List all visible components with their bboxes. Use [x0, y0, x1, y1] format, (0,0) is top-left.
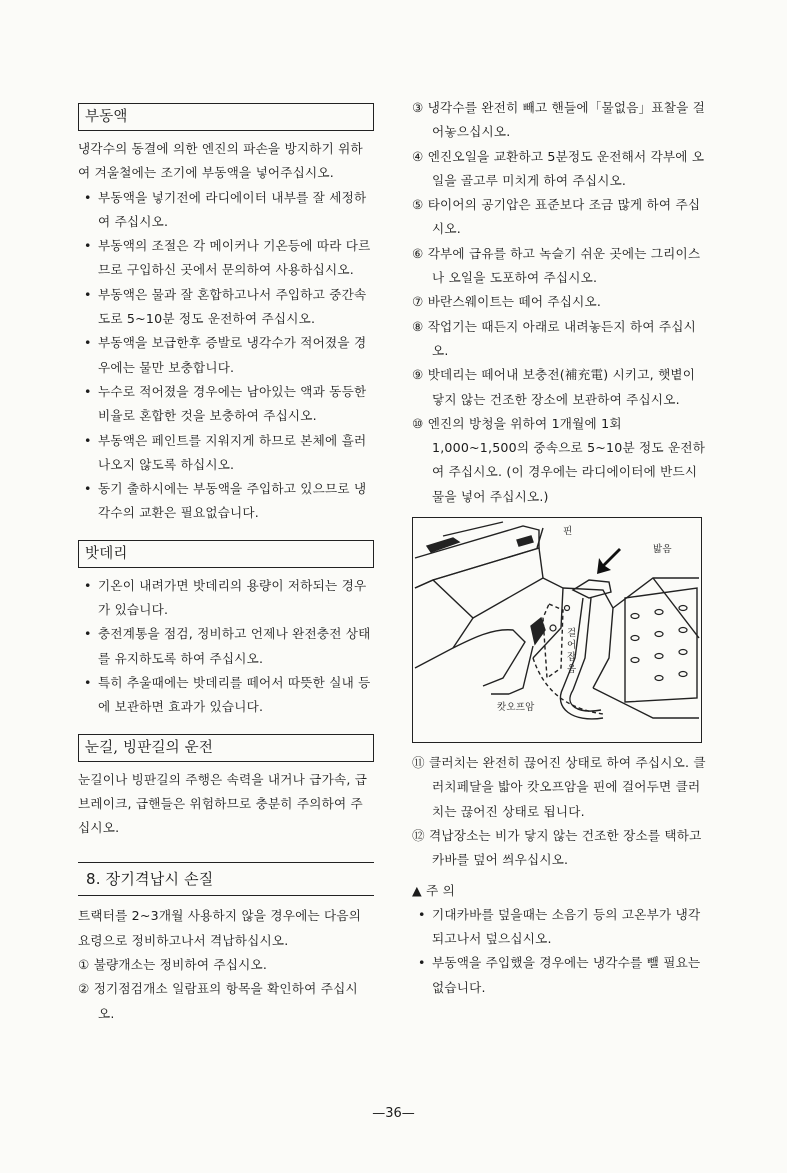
storage-item: ⑫ 격납장소는 비가 닿지 않는 건조한 장소를 택하고 카바를 덮어 씌우십시오. — [412, 827, 702, 868]
antifreeze-bullet: • 동기 출하시에는 부동액을 주입하고 있으므로 냉각수의 교환은 필요없습니다. — [78, 477, 374, 526]
storage-item: ④ 엔진오일을 교환하고 5분정도 운전해서 각부에 오일을 골고루 미치게 하여 주십시오. — [412, 148, 705, 188]
caution-bullet: • 부동액을 주입했을 경우에는 냉각수를 뺄 필요는 없습니다. — [412, 951, 708, 1000]
clutch-pedal-figure — [412, 517, 702, 743]
antifreeze-bullet: • 누수로 적어졌을 경우에는 남아있는 액과 동등한 비율로 혼합한 것을 보충하여 주십시오. — [78, 380, 374, 429]
storage-item: ⑥ 각부에 급유를 하고 녹슬기 쉬운 곳에는 그리이스나 오일을 도포하여 주십시오. — [412, 245, 701, 286]
storage-section-heading: 8. 장기격납시 손질 — [78, 862, 374, 896]
caution-heading: ▲ 주 의 — [412, 882, 456, 898]
storage-item: ⑧ 작업기는 때든지 아래로 내려놓든지 하여 주십시오. — [412, 318, 697, 358]
storage-item: ⑩ 엔진의 방청을 위하여 1개월에 1회 1,000~1,500의 중속으로 5~10분 정도 운전하여 주십시오. (이 경우에는 라디에이터에 반드시 물을 넣어 주십시오.) — [412, 415, 706, 504]
storage-intro: 트랙터를 2~3개월 사용하지 않을 경우에는 다음의 요령으로 정비하고나서 격납하십시오. — [78, 908, 362, 948]
antifreeze-bullet: • 부동액은 물과 잘 혼합하고나서 주입하고 중간속도로 5~10분 정도 운전하여 주십시오. — [78, 283, 374, 332]
caution-bullet: • 기대카바를 덮을때는 소음기 등의 고온부가 냉각되고나서 덮으십시오. — [412, 903, 708, 952]
battery-bullet: • 충전계통을 점검, 정비하고 언제나 완전충전 상태를 유지하도록 하여 주십시오. — [78, 622, 374, 671]
battery-bullet: • 기온이 내려가면 밧데리의 용량이 저하되는 경우가 있습니다. — [78, 574, 374, 623]
left-column — [78, 103, 374, 1026]
storage-item: ⑦ 바란스웨이트는 떼어 주십시오. — [412, 294, 602, 310]
antifreeze-bullet: • 부동액을 보급한후 증발로 냉각수가 적어졌을 경우에는 물만 보충합니다. — [78, 331, 374, 380]
cutoff-arm-label: 캇오프암 — [497, 702, 535, 714]
snow-driving-text: 눈길이나 빙판길의 주행은 속력을 내거나 급가속, 급브레이크, 급핸들은 위험하므로 충분히 주의하여 주십시오. — [78, 771, 368, 836]
antifreeze-bullet: • 부동액의 조절은 각 메이커나 기온등에 따라 다르므로 구입하신 곳에서 문의하여 사용하십시오. — [78, 234, 374, 283]
storage-item: ⑪ 클러치는 완전히 끊어진 상태로 하여 주십시오. 클러치페달을 밟아 캇오프암을 핀에 걸어두면 클러치는 끊어진 상태로 됩니다. — [412, 755, 706, 819]
battery-bullet: • 특히 추울때에는 밧데리를 떼어서 따뜻한 실내 등에 보관하면 효과가 있습니다. — [78, 671, 374, 720]
antifreeze-bullet: • 부동액을 넣기전에 라디에이터 내부를 잘 세정하여 주십시오. — [78, 186, 374, 235]
right-column — [412, 96, 708, 1000]
antifreeze-bullet: • 부동액은 페인트를 지워지게 하므로 본체에 흘러나오지 않도록 하십시오. — [78, 429, 374, 478]
snow-driving-heading: 눈길, 빙판길의 운전 — [78, 734, 374, 762]
storage-item: ⑤ 타이어의 공기압은 표준보다 조금 많게 하여 주십시오. — [412, 197, 701, 237]
storage-item: ⑨ 밧데리는 떼어내 보충전(補充電) 시키고, 햇볕이 닿지 않는 건조한 장소에 보관하여 주십시오. — [412, 367, 696, 407]
battery-heading: 밧데리 — [78, 540, 374, 568]
storage-item: ③ 냉각수를 완전히 빼고 핸들에「물없음」표찰을 걸어놓으십시오. — [412, 100, 706, 140]
hook-label: 걸어잡음 — [567, 628, 577, 676]
page-number: —36— — [372, 1106, 415, 1121]
pin-label: 핀 — [563, 526, 573, 538]
antifreeze-intro: 냉각수의 동결에 의한 엔진의 파손을 방지하기 위하여 겨울철에는 조기에 부동액을 넣어주십시오. — [78, 141, 363, 181]
antifreeze-heading: 부동액 — [78, 103, 374, 131]
storage-item: ② 정기점검개소 일람표의 항목을 확인하여 주십시오. — [78, 981, 358, 1021]
press-label: 밟음 — [653, 544, 672, 556]
storage-item: ① 불량개소는 정비하여 주십시오. — [78, 957, 268, 973]
